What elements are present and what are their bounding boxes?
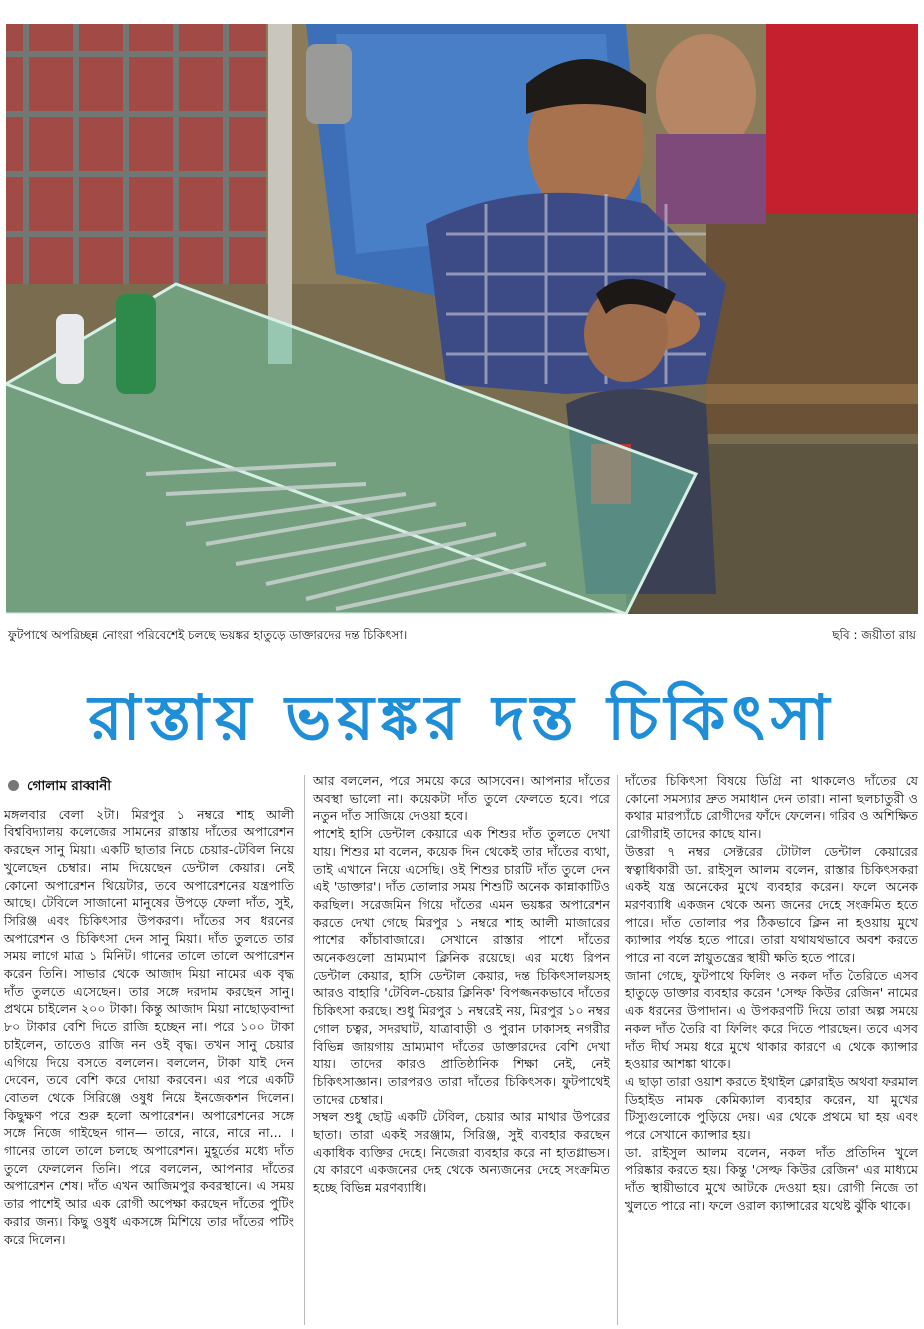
byline <box>8 778 294 796</box>
byline-text: গোলাম রাব্বানী <box>27 778 112 794</box>
paragraph: সম্বল শুধু ছোট্ট একটি টেবিল, চেয়ার আর মাথার উপরের ছাতা। তারা একই সরঞ্জাম, সিরিঞ্জ, সুই ব্যবহার করছেন একাধিক ব্যক্তির দেহে। নিজেরা ব্যবহার করে না হাতগ্লাভস। যে কারণে একজনের দেহ থেকে অন্যজনের দেহে সংক্রমিত হচ্ছে বিভিন্ন মরণব্যাধি। <box>313 1109 610 1196</box>
article-column-3 <box>625 772 918 1215</box>
paragraph: মঙ্গলবার বেলা ২টা। মিরপুর ১ নম্বরে শাহ আলী বিশ্ববিদ্যালয় কলেজের সামনের রাস্তায় দাঁতের অপারেশন করছেন সানু মিয়া। একটি ছাতার নিচে চেয়ার-টেবিল নিয়ে খুলেছেন চেম্বার। নাম দিয়েছেন ডেন্টাল কেয়ার। নেই কোনো অপারেশন থিয়েটার, তবে অপারেশনের যন্ত্রপাতি আছে। টেবিলে সাজানো মানুষের উপড়ে ফেলা দাঁত, সুই, সিরিঞ্জ এবং চিকিৎসার উপকরণ। দাঁতের সব ধরনের অপারেশন ও চিকিৎসা দেন সানু মিয়া। দাঁত তুলতে তার সময় লাগে মাত্র ১ মিনিট। গানের তালে তালে অপারেশন করেন তিনি। সাভার থেকে আজাদ মিয়া নামের এক বৃদ্ধ দাঁত তুলতে এসেছেন। তার সঙ্গে দরদাম করছেন সানু। প্রথমে চাইলেন ২০০ টাকা। কিন্তু আজাদ মিয়া নাছোড়বান্দা ৮০ টাকার বেশি দিতে রাজি হচ্ছেন না। পরে ১০০ টাকা চাইলেন, তাতেও রাজি নন ওই বৃদ্ধ। তখন সানু চেয়ার এগিয়ে দিয়ে বসতে বললেন। বললেন, টাকা যাই দেন দেবেন, তবে বেশি করে দোয়া করবেন। এর পরে একটি বোতল থেকে সিরিঞ্জে ওষুধ নিয়ে ইনজেকশন দিলেন। কিছুক্ষণ পরে শুরু হলো অপারেশন। অপারেশনের সঙ্গে সঙ্গে নিজে গাইছেন গান— তারে, নারে, নারে না... । গানের তালে তালে চলছে অপারেশন। মুহূর্তের মধ্যে দাঁত তুলে ফেললেন তিনি। পরে বললেন, আপনার দাঁতের অপারেশন শেষ। দাঁত এখন আজিমপুর কবরস্থানে। এ সময় তার পাশেই আর এক রোগী অপেক্ষা করছেন দাঁতের পুটিং করার জন্য। কিছু ওষুধ একসঙ্গে মিশিয়ে তার দাঁতের পটিং করে দিলেন। <box>4 806 294 1247</box>
paragraph: এ ছাড়া তারা ওয়াশ করতে ইথাইল ক্লোরাইড অথবা ফরমাল ডিহাইড নামক কেমিক্যাল ব্যবহার করেন, যা মুখের টিস্যুগুলোকে পুড়িয়ে দেয়। এর থেকে প্রথমে ঘা হয় এবং পরে সেখানে ক্যান্সার হয়। <box>625 1073 918 1143</box>
column-divider <box>617 775 618 1325</box>
paragraph: পাশেই হাসি ডেন্টাল কেয়ারে এক শিশুর দাঁত তুলতে দেখা যায়। শিশুর মা বলেন, কয়েক দিন থেকেই তার দাঁতের ব্যথা, তাই এখানে নিয়ে এসেছি। ওই শিশুর চারটি দাঁত তুলে দেন এই 'ডাক্তার'। দাঁত তোলার সময় শিশুটি অনেক কান্নাকাটিও করছিল। সরেজমিন গিয়ে দাঁতের এমন ভয়ঙ্কর অপারেশন করতে দেখা গেছে মিরপুর ১ নম্বরে শাহ আলী মাজারের পাশের কাঁচাবাজারে। সেখানে রাস্তার পাশে দাঁতের অনেকগুলো ভ্রাম্যমাণ ক্লিনিক রয়েছে। এর মধ্যে রিপন ডেন্টাল কেয়ার, হাসি ডেন্টাল কেয়ার, দন্ত চিকিৎসালয়সহ আরও বাহারি 'টেবিল-চেয়ার ক্লিনিক' বিপজ্জনকভাবে দাঁতের চিকিৎসা করছে। শুধু মিরপুর ১ নম্বরেই নয়, মিরপুর ১০ নম্বর গোল চত্বর, সদরঘাট, যাত্রাবাড়ী ও পুরান ঢাকাসহ নগরীর বিভিন্ন জায়গায় ভ্রাম্যমাণ দাঁতের ডাক্তারদের বেশি দেখা যায়। তাদের কারও প্রাতিষ্ঠানিক শিক্ষা নেই, নেই চিকিৎসাজ্ঞান। তারপরও তারা দাঁতের চিকিৎসক। ফুটপাথেই তাদের চেম্বার। <box>313 826 610 1107</box>
paragraph: দাঁতের চিকিৎসা বিষয়ে ডিগ্রি না থাকলেও দাঁতের যে কোনো সমস্যার দ্রুত সমাধান দেন তারা। নানা ছলচাতুরী ও কথার মারপ্যাঁচে রোগীদের ফাঁদে ফেলেন। গরিব ও অশিক্ষিত রোগীরাই তাদের কাছে যান। <box>625 773 918 842</box>
paragraph: আর বললেন, পরে সময়ে করে আসবেন। আপনার দাঁতের অবস্থা ভালো না। কয়েকটা দাঁত তুলে ফেলতে হবে। পরে নতুন দাঁত সাজিয়ে দেওয়া হবে। <box>313 773 610 824</box>
article-column-2 <box>313 772 610 1197</box>
column-divider <box>304 775 305 1325</box>
news-photo <box>6 24 918 614</box>
paragraph: জানা গেছে, ফুটপাথে ফিলিং ও নকল দাঁত তৈরিতে এসব হাতুড়ে ডাক্তার ব্যবহার করেন 'সেল্ফ কিউর রেজিন' নামের এক ধরনের উপাদান। এ উপকরণটি দিয়ে তারা অল্প সময়ে নকল দাঁত তৈরি বা ফিলিং করে দিতে পারছেন। তবে এসব দাঁত দীর্ঘ সময় ধরে মুখে থাকার কারণে এ থেকে ক্যান্সার হওয়ার আশঙ্কা থাকে। <box>625 967 918 1072</box>
headline: রাস্তায় ভয়ঙ্কর দন্ত চিকিৎসা <box>88 681 836 754</box>
bullet-icon <box>8 780 19 791</box>
article-column-1 <box>4 772 294 1248</box>
photo-credit: ছবি : জয়ীতা রায় <box>832 628 916 642</box>
street-dentist-photo-icon <box>6 24 918 614</box>
paragraph: ডা. রাইসুল আলম বলেন, নকল দাঁত প্রতিদিন খুলে পরিষ্কার করতে হয়। কিন্তু 'সেল্ফ কিউর রেজিন' এর মাধ্যমে দাঁত স্থায়ীভাবে মুখে আটকে দেওয়া হয়। রোগী নিজে তা খুলতে পারে না। ফলে ওরাল ক্যান্সারের যথেষ্ট ঝুঁকি থাকে। <box>625 1144 918 1213</box>
paragraph: উত্তরা ৭ নম্বর সেক্টরের টোটাল ডেন্টাল কেয়ারের স্বত্বাধিকারী ডা. রাইসুল আলম বলেন, রাস্তার চিকিৎসকরা একই যন্ত্র অনেকের মুখে ব্যবহার করেন। ফলে অনেক মরণব্যাধি একজন থেকে অন্য জনের দেহে সংক্রমিত হতে পারে। দাঁত তোলার পর ঠিকভাবে ক্লিন না হওয়ায় মুখে ক্যান্সার পর্যন্ত হতে পারে। তারা যথাযথভাবে অবশ করতে পারে না বলে স্নায়ুতন্ত্রের স্থায়ী ক্ষতি হতে পারে। <box>625 843 918 966</box>
photo-caption: ফুটপাথে অপরিচ্ছন্ন নোংরা পরিবেশেই চলছে ভয়ঙ্কর হাতুড়ে ডাক্তারদের দন্ত চিকিৎসা। <box>8 628 408 642</box>
